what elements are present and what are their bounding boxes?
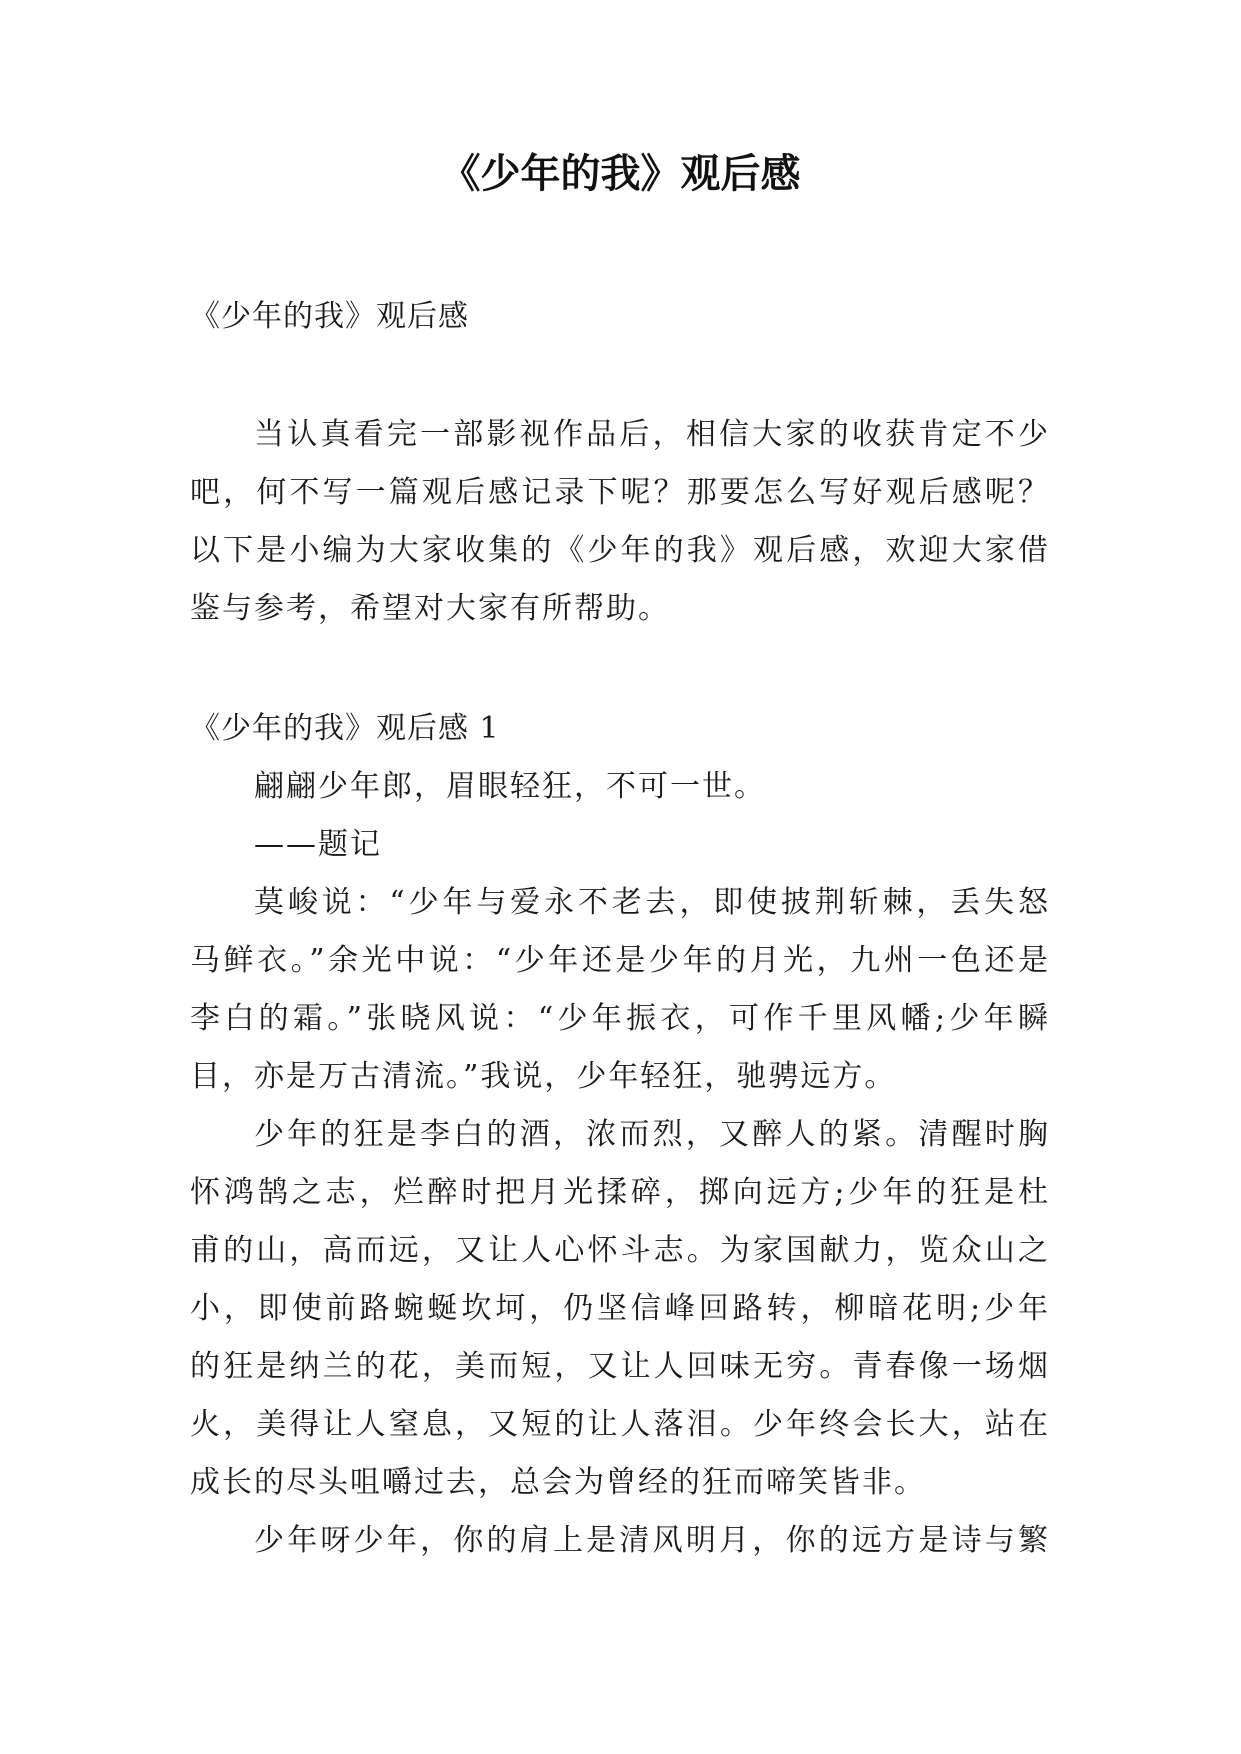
paragraph-line: 少年呀少年，你的肩上是清风明月，你的远方是诗与繁 [254,1523,1050,1558]
paragraph-line: 甫的山，高而远，又让人心怀斗志。为家国献力，览众山之 [190,1233,1050,1268]
document-body [190,288,1050,1570]
paragraph-line: 的狂是纳兰的花，美而短，又让人回味无穷。青春像一场烟 [190,1349,1050,1384]
intro-line: 以下是小编为大家收集的《少年的我》观后感，欢迎大家借 [190,533,1050,568]
intro-line: 鉴与参考，希望对大家有所帮助。 [190,591,670,626]
paragraph-line: 火，美得让人窒息，又短的让人落泪。少年终会长大，站在 [190,1407,1050,1442]
epigraph: 翩翩少年郎，眉眼轻狂，不可一世。 [254,769,766,804]
intro-paragraph [190,406,1050,638]
paragraph-2 [190,1106,1050,1512]
paragraph-line: 小，即使前路蜿蜒坎坷，仍坚信峰回路转，柳暗花明;少年 [190,1291,1050,1326]
paragraph-line: 目，亦是万古清流。”我说，少年轻狂，驰骋远方。 [190,1059,897,1094]
paragraph-3 [190,1512,1050,1570]
paragraph-line: 成长的尽头咀嚼过去，总会为曾经的狂而啼笑皆非。 [190,1465,926,1500]
paragraph-line: 怀鸿鹄之志，烂醉时把月光揉碎，掷向远方;少年的狂是杜 [190,1175,1050,1210]
section-heading: 《少年的我》观后感 1 [190,711,500,746]
epigraph-source: ——题记 [254,827,382,862]
intro-line: 当认真看完一部影视作品后，相信大家的收获肯定不少 [254,417,1050,452]
paragraph-line: 李白的霜。”张晓风说：“少年振衣，可作千里风幡;少年瞬 [190,1001,1050,1036]
paragraph-1 [190,874,1050,1106]
document-title: 《少年的我》观后感 [440,150,801,197]
paragraph-line: 少年的狂是李白的酒，浓而烈，又醉人的紧。清醒时胸 [254,1117,1050,1152]
intro-line: 吧，何不写一篇观后感记录下呢？那要怎么写好观后感呢？ [190,475,1050,510]
paragraph-line: 马鲜衣。”余光中说：“少年还是少年的月光，九州一色还是 [190,943,1050,978]
document-subtitle: 《少年的我》观后感 [190,299,469,334]
paragraph-line: 莫峻说：“少年与爱永不老去，即使披荆斩棘，丢失怒 [254,885,1050,920]
